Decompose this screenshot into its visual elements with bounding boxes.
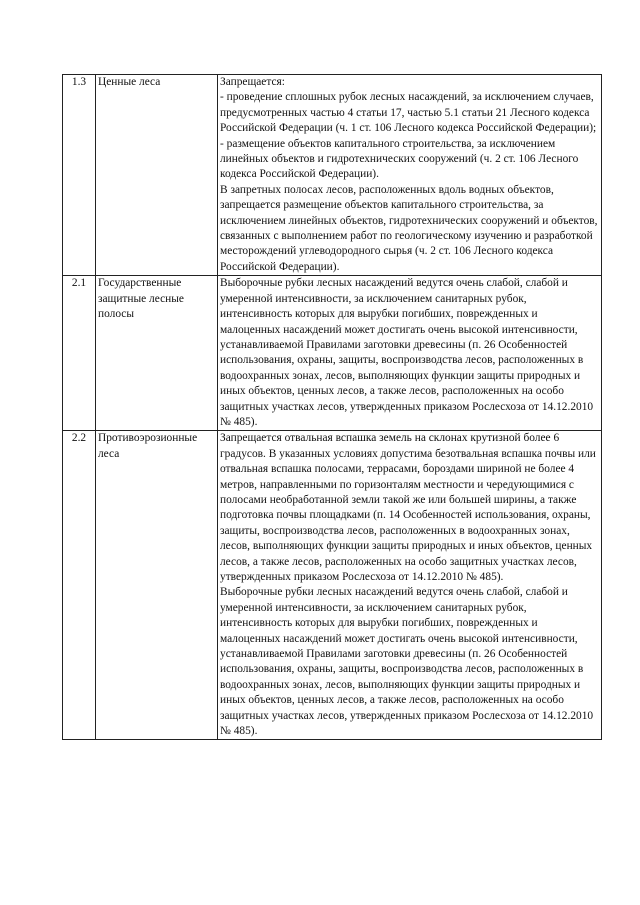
regulation-text <box>218 431 602 740</box>
table-row <box>63 75 602 276</box>
regulation-paragraph: В запретных полосах лесов, расположенных вдоль водных объектов, запрещается размещение объектов капитального строительства, за исключением линейных объектов, гидротехнических сооружений и объектов, связанных с выполнением работ по геологическому изучению и разработкой месторождений углеводородного сырья (ч. 2 ст. 106 Лесного кодекса Российской Федерации). <box>220 183 598 273</box>
regulation-paragraph: Запрещается отвальная вспашка земель на склонах крутизной более 6 градусов. В указанных условиях допустима безотвальная вспашка почвы или отвальная вспашка полосами, террасами, бороздами шириной не более 4 метров, направленными по горизонталям местности и чередующимися с полосами необработанной земли такой же или большей ширины, а также подготовка почвы площадками (п. 14 Особенностей использования, охраны, защиты, воспроизводства лесов, расположенных в водоохранных зонах, лесов, выполняющих функции защиты природных и иных объектов, ценных лесов, а также лесов, расположенных на особо защитных участках лесов, утвержденных приказом Рослесхоза от 14.12.2010 № 485). <box>220 432 596 583</box>
regulation-paragraph: Выборочные рубки лесных насаждений ведутся очень слабой, слабой и умеренной интенсивности, за исключением санитарных рубок, интенсивность которых для вырубки погибших, поврежденных и малоценных насаждений может достигать очень высокой интенсивности, устанавливаемой Правилами заготовки древесины (п. 26 Особенностей использования, охраны, защиты, воспроизводства лесов, расположенных в водоохранных зонах, лесов, выполняющих функции защиты природных и иных объектов, ценных лесов, а также лесов, расположенных на особо защитных участках лесов, утвержденных приказом Рослесхоза от 14.12.2010 № 485). <box>220 586 594 738</box>
regulation-paragraph: - проведение сплошных рубок лесных насаждений, за исключением случаев, предусмотренных частью 4 статьи 17, частью 5.1 статьи 21 Лесного кодекса Российской Федерации (ч. 1 ст. 106 Лесного кодекса Российской Федерации); <box>220 91 597 135</box>
row-number: 1.3 <box>63 75 96 276</box>
regulation-paragraph: Запрещается: <box>220 76 285 88</box>
row-number: 2.2 <box>63 431 96 740</box>
forest-category: Противоэрозионные леса <box>96 431 218 740</box>
table-row <box>63 431 602 740</box>
regulation-paragraph: - размещение объектов капитального строительства, за исключением линейных объектов и гидротехнических сооружений (ч. 2 ст. 106 Лесного кодекса Российской Федерации). <box>220 137 579 181</box>
regulation-text <box>218 276 602 431</box>
forest-category: Ценные леса <box>96 75 218 276</box>
regulations-table <box>62 74 602 740</box>
table-row <box>63 276 602 431</box>
regulation-paragraph: Выборочные рубки лесных насаждений ведутся очень слабой, слабой и умеренной интенсивности, за исключением санитарных рубок, интенсивность которых для вырубки погибших, поврежденных и малоценных насаждений может достигать очень высокой интенсивности, устанавливаемой Правилами заготовки древесины (п. 26 Особенностей использования, охраны, защиты, воспроизводства лесов, расположенных в водоохранных зонах, лесов, выполняющих функции защиты природных и иных объектов, ценных лесов, а также лесов, расположенных на особо защитных участках лесов, утвержденных приказом Рослесхоза от 14.12.2010 № 485). <box>220 277 594 428</box>
forest-category: Государственные защитные лесные полосы <box>96 276 218 431</box>
row-number: 2.1 <box>63 276 96 431</box>
regulation-text <box>218 75 602 276</box>
